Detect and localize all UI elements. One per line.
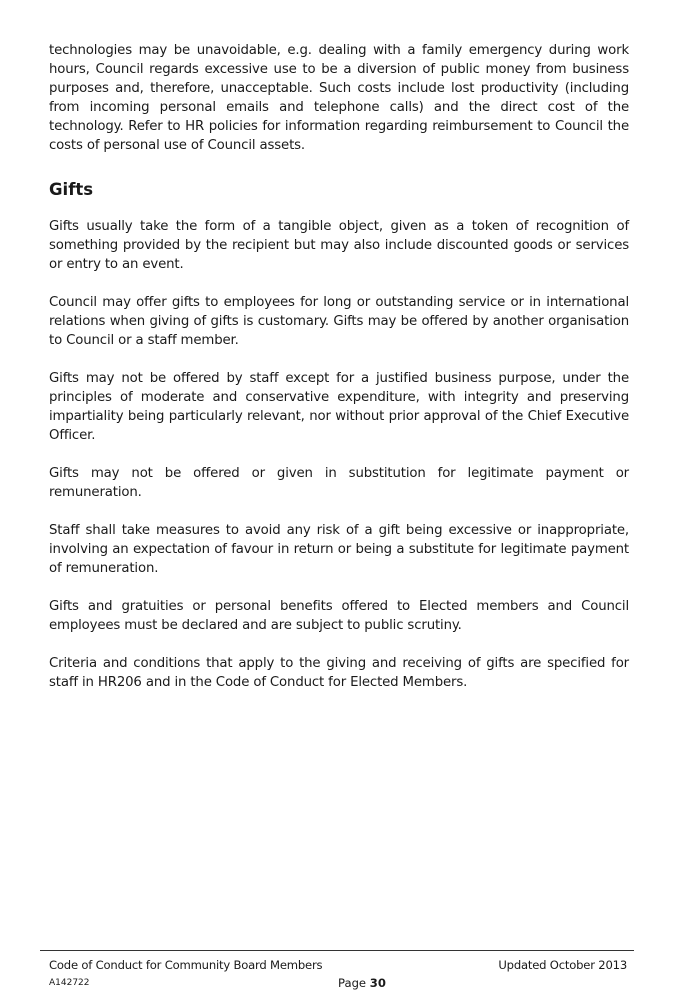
footer-updated-date: Updated October 2013 bbox=[498, 958, 627, 972]
body-paragraph: Council may offer gifts to employees for long or outstanding service or in international relations when giving of gifts is customary. Gifts may be offered by another organisation to Council or a staff member. bbox=[49, 295, 629, 348]
body-paragraph: Staff shall take measures to avoid any risk of a gift being excessive or inappropriate, involving an expectation of favour in return or being a substitute for legitimate payment of remuneration. bbox=[49, 523, 629, 576]
section-heading-gifts: Gifts bbox=[49, 180, 94, 199]
page-label: Page bbox=[338, 976, 367, 990]
body-paragraph: Gifts usually take the form of a tangible object, given as a token of recognition of something provided by the recipient but may also include discounted goods or services or entry to an event. bbox=[49, 219, 629, 272]
footer-document-title: Code of Conduct for Community Board Members bbox=[49, 958, 323, 972]
page-number: 30 bbox=[369, 976, 386, 990]
footer-divider bbox=[40, 950, 634, 951]
footer-page-number bbox=[338, 976, 386, 990]
body-paragraph: Gifts and gratuities or personal benefits offered to Elected members and Council employees must be declared and are subject to public scrutiny. bbox=[49, 599, 629, 633]
intro-paragraph: technologies may be unavoidable, e.g. dealing with a family emergency during work hours, Council regards excessive use to be a diversion of public money from business purposes and, therefore, unacceptable. Such costs include lost productivity (including from incoming personal emails and telephone calls) and the direct cost of the technology. Refer to HR policies for information regarding reimbursement to Council the costs of personal use of Council assets. bbox=[49, 43, 629, 153]
body-paragraph: Gifts may not be offered or given in substitution for legitimate payment or remuneration. bbox=[49, 466, 629, 500]
body-paragraph: Criteria and conditions that apply to the giving and receiving of gifts are specified for staff in HR206 and in the Code of Conduct for Elected Members. bbox=[49, 656, 629, 690]
body-paragraph: Gifts may not be offered by staff except for a justified business purpose, under the principles of moderate and conservative expenditure, with integrity and preserving impartiality being particularly relevant, nor without prior approval of the Chief Executive Officer. bbox=[49, 371, 629, 443]
footer-reference-number: A142722 bbox=[49, 978, 90, 988]
page-content bbox=[49, 41, 629, 692]
